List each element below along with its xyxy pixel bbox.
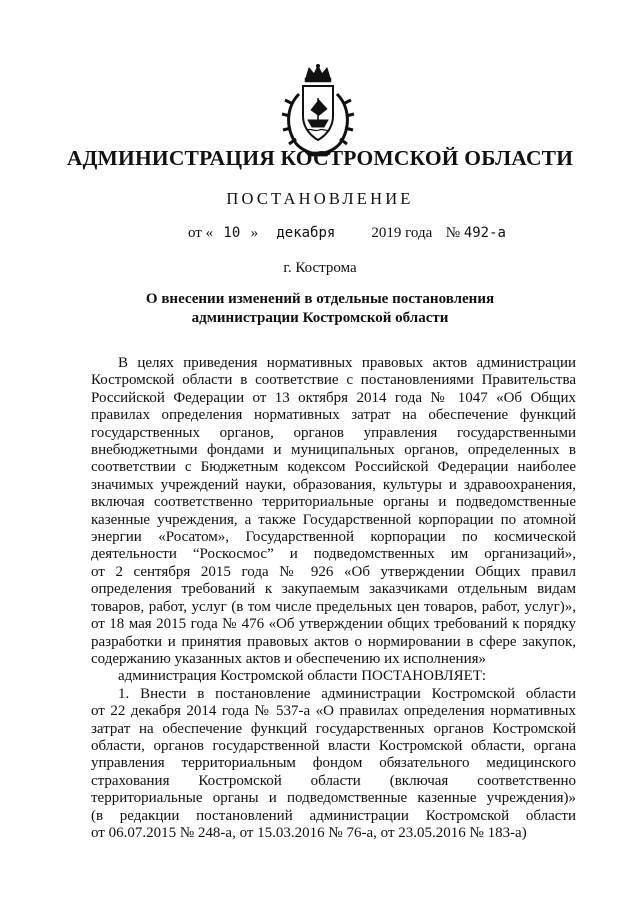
text-line: казенные учреждения, а также Государственной корпорации по атомной	[91, 511, 576, 528]
resolves-line: администрация Костромской области ПОСТАНОВЛЯЕТ:	[118, 668, 487, 685]
date-line	[188, 225, 506, 242]
document-number: 492-а	[463, 225, 506, 241]
preamble-paragraph	[91, 355, 576, 668]
text-line: товаров, работ, услуг (в том числе предельных цен товаров, работ, услуг)»,	[91, 598, 576, 615]
text-line: от 22 декабря 2014 года № 537-а «О правилах определения нормативных	[91, 703, 576, 720]
item-1-paragraph	[91, 686, 576, 843]
date-mid: »	[250, 225, 259, 241]
subject-line: О внесении изменений в отдельные постановления	[145, 291, 495, 307]
text-line: внебюджетными фондами и муниципальных органов, определенных в	[91, 442, 576, 459]
text-line: от 06.07.2015 № 248-а, от 15.03.2016 № 76-а, от 23.05.2016 № 183-а)	[91, 824, 527, 841]
text-line: включая соответственно территориальные органы и подведомственные	[91, 494, 576, 511]
document-type: ПОСТАНОВЛЕНИЕ	[226, 189, 414, 208]
text-line: определения требований к закупаемым заказчиками отдельным видам	[91, 581, 576, 598]
date-day: 10	[223, 225, 241, 241]
text-line: от 2 сентября 2015 года № 926 «Об утверждении Общих правил	[91, 563, 576, 580]
text-line: от 18 мая 2015 года № 476 «Об утверждении общих требований к порядку	[91, 616, 576, 633]
document-subject	[0, 290, 640, 328]
text-line: 1. Внести в постановление администрации Костромской области	[118, 685, 576, 702]
text-line: разработки и принятия правовых актов о нормировании в сфере закупок,	[91, 633, 576, 650]
text-line: страхования Костромской области (включая соответственно	[91, 772, 576, 789]
subject-line: администрации Костромской области	[191, 310, 449, 326]
text-line: В целях приведения нормативных правовых актов администрации	[118, 355, 576, 371]
text-line: (в редакции постановлений администрации Костромской области	[91, 807, 576, 824]
text-line: содержанию указанных актов и обеспечению их исполнения»	[91, 650, 487, 667]
date-year: 2019 года	[371, 225, 433, 241]
text-line: соответствии с Бюджетным кодексом Российской Федерации наиболее	[91, 459, 576, 476]
text-line: затрат на обеспечение функций государственных органов Костромской	[91, 720, 576, 737]
number-prefix: №	[445, 225, 461, 241]
text-line: Российской Федерации от 13 октября 2014 года № 1047 «Об Общих	[91, 389, 576, 406]
coat-of-arms-emblem	[279, 64, 357, 158]
text-line: деятельности “Роскосмос” и подведомственных им организаций»,	[91, 546, 576, 563]
date-month: декабря	[276, 225, 336, 241]
text-line: правилах определения нормативных затрат на обеспечение функций	[91, 407, 576, 424]
city: г. Кострома	[283, 260, 357, 276]
text-line: области, органов государственной власти Костромской области, органа	[91, 737, 576, 754]
date-prefix: от «	[188, 225, 214, 241]
text-line: Костромской области в соответствие с постановлениями Правительства	[91, 372, 576, 389]
organization-title: АДМИНИСТРАЦИЯ КОСТРОМСКОЙ ОБЛАСТИ	[66, 146, 574, 170]
text-line: энергии «Росатом», Государственной корпорации по космической	[91, 529, 576, 546]
document-body	[91, 355, 576, 842]
text-line: значимых учреждений науки, образования, культуры и здравоохранения,	[91, 476, 576, 493]
text-line: управления территориальным фондом обязательного медицинского	[91, 755, 576, 772]
text-line: территориальные органы и подведомственные казенные учреждения)»	[91, 790, 576, 807]
text-line: государственных органов, органов управления государственными	[91, 424, 576, 441]
